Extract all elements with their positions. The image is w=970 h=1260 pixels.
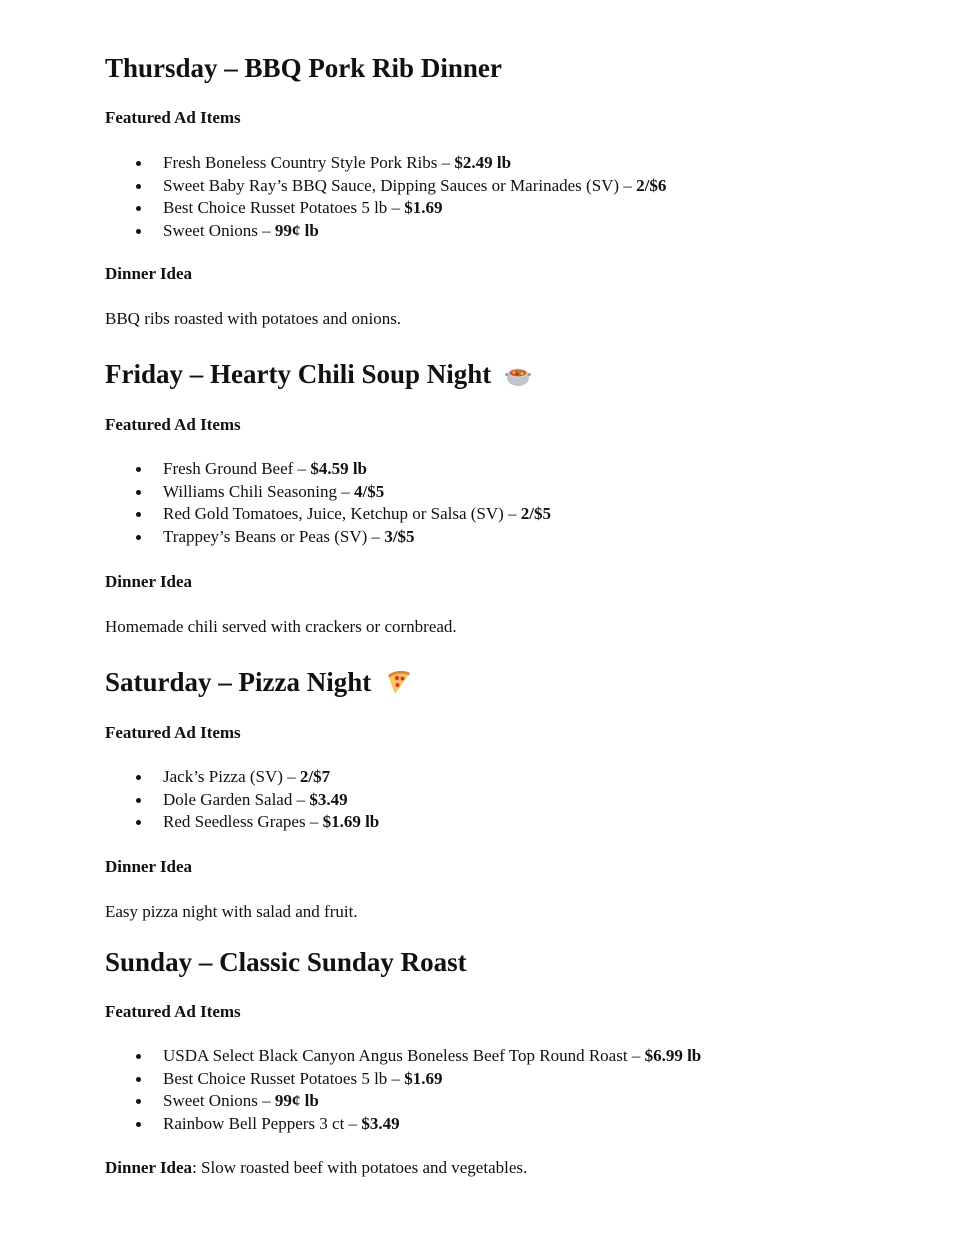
- list-item: [105, 481, 551, 504]
- item-price: 3/$5: [384, 526, 415, 546]
- list-item: [105, 197, 666, 220]
- featured-items-label: Featured Ad Items: [105, 108, 241, 127]
- item-text: Fresh Boneless Country Style Pork Ribs –: [163, 153, 455, 172]
- dinner-idea-label: Dinner Idea: [105, 264, 193, 283]
- dinner-idea-text: BBQ ribs roasted with potatoes and onions.: [105, 309, 402, 328]
- item-text: Sweet Baby Ray’s BBQ Sauce, Dipping Sauces or Marinades (SV) –: [163, 175, 637, 195]
- day-title: Thursday – BBQ Pork Rib Dinner: [105, 53, 502, 83]
- day-section-thursday: [105, 51, 905, 328]
- day-heading: [105, 945, 905, 979]
- pizza-slice-icon: [383, 667, 413, 697]
- featured-items-list: [105, 458, 551, 548]
- featured-items-label: Featured Ad Items: [105, 723, 241, 742]
- list-item: [105, 811, 379, 834]
- list-item: [105, 220, 666, 243]
- list-item: [105, 1090, 701, 1113]
- item-text: USDA Select Black Canyon Angus Boneless Beef Top Round Roast –: [163, 1046, 645, 1065]
- item-price: 2/$5: [520, 504, 552, 523]
- day-heading: [105, 357, 905, 391]
- list-item: [105, 1068, 701, 1091]
- day-section-friday: [105, 357, 905, 636]
- dinner-idea-text: Easy pizza night with salad and fruit.: [105, 902, 358, 921]
- day-heading: [105, 51, 905, 85]
- item-price: 2/$7: [299, 767, 331, 786]
- item-price: $3.49: [309, 789, 348, 809]
- day-title: Sunday – Classic Sunday Roast: [105, 947, 467, 977]
- item-text: Sweet Onions –: [163, 220, 275, 240]
- featured-items-list: [105, 152, 666, 242]
- item-text: Best Choice Russet Potatoes 5 lb –: [163, 198, 405, 217]
- dinner-idea-line: [105, 1157, 527, 1179]
- dinner-idea-label: Dinner Idea: [105, 857, 193, 876]
- dinner-idea-label: Dinner Idea: [105, 572, 193, 591]
- item-price: $1.69: [404, 1068, 443, 1088]
- list-item: [105, 526, 551, 549]
- featured-items-label: Featured Ad Items: [105, 415, 241, 434]
- item-text: Red Gold Tomatoes, Juice, Ketchup or Salsa (SV) –: [163, 504, 521, 523]
- list-item: [105, 152, 666, 175]
- item-price: $1.69 lb: [322, 812, 380, 831]
- item-text: Dole Garden Salad –: [163, 789, 310, 809]
- list-item: [105, 789, 379, 812]
- list-item: [105, 458, 551, 481]
- day-title: Friday – Hearty Chili Soup Night: [105, 359, 492, 389]
- featured-items-list: [105, 1045, 701, 1135]
- stew-pot-icon: [503, 359, 533, 389]
- day-heading: [105, 665, 905, 699]
- item-text: Williams Chili Seasoning –: [163, 481, 355, 501]
- item-text: Red Seedless Grapes –: [163, 812, 323, 831]
- dinner-idea-text: Homemade chili served with crackers or cornbread.: [105, 617, 457, 636]
- item-price: 99¢ lb: [274, 220, 319, 240]
- item-price: 4/$5: [354, 481, 385, 501]
- dinner-idea-text: : Slow roasted beef with potatoes and vegetables.: [192, 1158, 528, 1177]
- day-section-sunday: [105, 945, 905, 1177]
- item-text: Best Choice Russet Potatoes 5 lb –: [163, 1068, 405, 1088]
- item-text: Sweet Onions –: [163, 1091, 275, 1110]
- item-price: $6.99 lb: [644, 1046, 702, 1065]
- item-text: Rainbow Bell Peppers 3 ct –: [163, 1113, 362, 1133]
- dinner-idea-label: Dinner Idea: [105, 1158, 193, 1177]
- item-text: Fresh Ground Beef –: [163, 459, 311, 478]
- list-item: [105, 175, 666, 198]
- list-item: [105, 1113, 701, 1136]
- list-item: [105, 503, 551, 526]
- item-price: $1.69: [404, 198, 443, 217]
- item-price: $4.59 lb: [310, 459, 367, 478]
- item-price: $3.49: [361, 1113, 400, 1133]
- day-section-saturday: [105, 665, 905, 921]
- item-price: $2.49 lb: [454, 153, 512, 172]
- day-title: Saturday – Pizza Night: [105, 667, 372, 697]
- item-price: 99¢ lb: [274, 1091, 319, 1110]
- featured-items-list: [105, 766, 379, 834]
- item-text: Trappey’s Beans or Peas (SV) –: [163, 526, 385, 546]
- featured-items-label: Featured Ad Items: [105, 1002, 241, 1021]
- list-item: [105, 766, 379, 789]
- item-price: 2/$6: [636, 175, 667, 195]
- item-text: Jack’s Pizza (SV) –: [163, 767, 300, 786]
- list-item: [105, 1045, 701, 1068]
